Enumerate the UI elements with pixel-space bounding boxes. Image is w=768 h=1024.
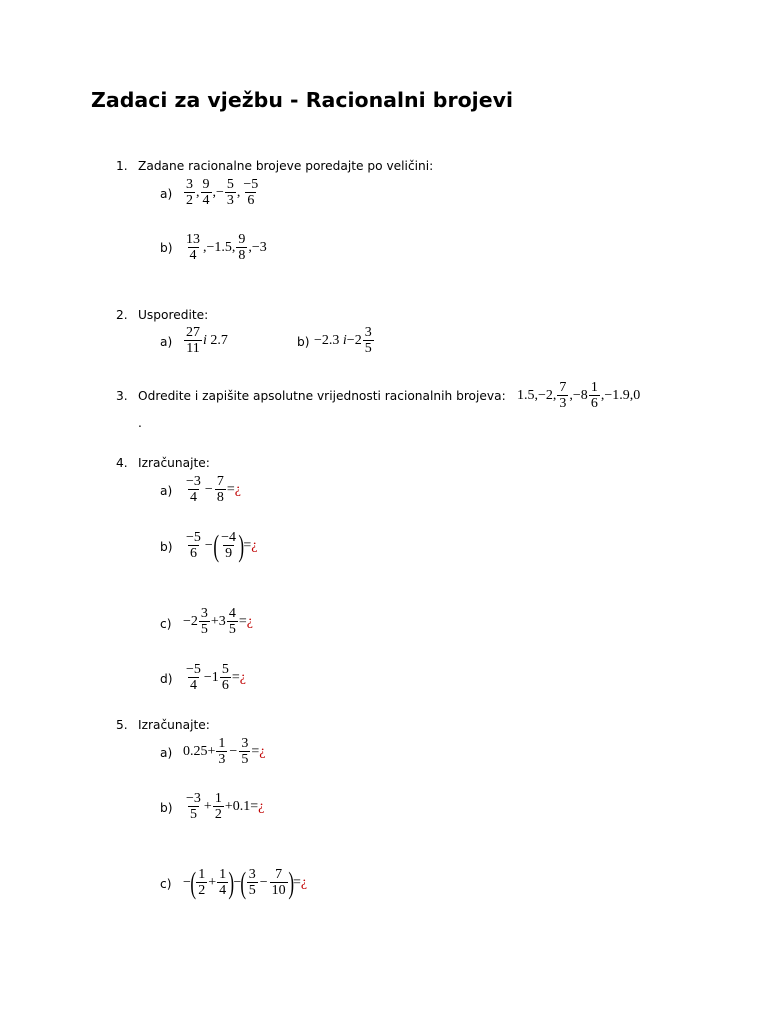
fraction: $\frac{-3}{4}$ xyxy=(186,474,201,505)
task-3-number: 3. xyxy=(116,389,128,403)
fraction: $\frac{9}{8}$ xyxy=(238,232,246,263)
task-1a-expression: $\frac{3}{2}$ , $\frac{9}{4}$ ,− $\frac{5}{3}$ , $\frac{-5}{6}$ xyxy=(186,177,259,208)
fraction: $\frac{1}{2}$ xyxy=(198,867,206,898)
task-5-text: Izračunajte: xyxy=(138,718,210,732)
page-title: Zadaci za vježbu - Racionalni brojevi xyxy=(91,88,513,112)
task-5c-label: c) xyxy=(160,877,172,891)
unknown-mark: ¿ xyxy=(258,798,265,814)
fraction: $\frac{-5}{6}$ xyxy=(186,530,201,561)
unknown-mark: ¿ xyxy=(259,743,266,759)
task-2b-label: b) xyxy=(297,335,310,349)
task-1b-label: b) xyxy=(160,241,173,255)
task-5b-label: b) xyxy=(160,801,173,815)
fraction: $\frac{13}{4}$ xyxy=(186,232,200,263)
task-2-number: 2. xyxy=(116,308,128,322)
task-4c-expression: −2 $\frac{3}{5}$ +3 $\frac{4}{5}$ = ¿ xyxy=(183,606,253,637)
task-3-expression: 1.5,−2, $\frac{7}{3}$ ,−8 $\frac{1}{6}$ ,−1.9,0 xyxy=(517,380,641,411)
task-2a-expression: $\frac{27}{11}$ i 2.7 xyxy=(186,325,228,356)
task-1b-expression: $\frac{13}{4}$ ,−1.5, $\frac{9}{8}$ ,−3 xyxy=(186,232,267,263)
task-2b-expression: −2.3 i −2 $\frac{3}{5}$ xyxy=(314,325,372,356)
unknown-mark: ¿ xyxy=(251,537,258,553)
task-5a-expression: 0.25+ $\frac{1}{3}$ − $\frac{3}{5}$ = ¿ xyxy=(183,736,266,767)
fraction: $\frac{1}{2}$ xyxy=(214,791,222,822)
task-5b-expression: $\frac{-3}{5}$ + $\frac{1}{2}$ +0.1= ¿ xyxy=(186,791,265,822)
fraction: $\frac{3}{2}$ xyxy=(186,177,193,208)
task-5-number: 5. xyxy=(116,718,128,732)
task-2-text: Usporedite: xyxy=(138,308,209,322)
task-2a-label: a) xyxy=(160,335,173,349)
fraction: $\frac{7}{8}$ xyxy=(216,474,224,505)
fraction: $\frac{5}{3}$ xyxy=(226,177,234,208)
fraction: $\frac{27}{11}$ xyxy=(186,325,200,356)
task-4-number: 4. xyxy=(116,456,128,470)
task-1-number: 1. xyxy=(116,159,128,173)
fraction: $\frac{3}{5}$ xyxy=(364,325,372,356)
fraction: $\frac{3}{5}$ xyxy=(200,606,208,637)
task-4b-expression: $\frac{-5}{6}$ − ( $\frac{-4}{9}$ ) = ¿ xyxy=(186,528,258,563)
task-4a-label: a) xyxy=(160,484,173,498)
fraction: $\frac{-5}{6}$ xyxy=(243,177,259,208)
fraction: $\frac{3}{5}$ xyxy=(241,736,249,767)
fraction: $\frac{-4}{9}$ xyxy=(221,530,237,561)
task-4d-expression: $\frac{-5}{4}$ −1 $\frac{5}{6}$ = ¿ xyxy=(186,662,246,693)
unknown-mark: ¿ xyxy=(234,481,241,497)
fraction: $\frac{5}{6}$ xyxy=(221,662,229,693)
fraction: $\frac{1}{6}$ xyxy=(590,380,598,411)
unknown-mark: ¿ xyxy=(239,669,246,685)
task-3-period: . xyxy=(138,416,142,430)
task-4a-expression: $\frac{-3}{4}$ − $\frac{7}{8}$ = ¿ xyxy=(186,474,241,505)
unknown-mark: ¿ xyxy=(300,874,308,890)
fraction: $\frac{1}{4}$ xyxy=(219,867,227,898)
fraction: $\frac{-5}{4}$ xyxy=(186,662,201,693)
fraction: $\frac{3}{5}$ xyxy=(248,867,256,898)
task-5c-expression: − ( $\frac{1}{2}$ + $\frac{1}{4}$ ) − ( $\frac{3}{5}$ − $\frac{7}{10}$ ) = ¿ xyxy=(183,865,308,900)
task-1a-label: a) xyxy=(160,187,173,201)
task-5a-label: a) xyxy=(160,746,173,760)
fraction: $\frac{-3}{5}$ xyxy=(186,791,201,822)
fraction: $\frac{1}{3}$ xyxy=(218,736,226,767)
task-4-text: Izračunajte: xyxy=(138,456,210,470)
task-4b-label: b) xyxy=(160,540,173,554)
unknown-mark: ¿ xyxy=(246,613,253,629)
fraction: $\frac{7}{10}$ xyxy=(271,867,286,898)
task-1-text: Zadane racionalne brojeve poredajte po veličini: xyxy=(138,159,434,173)
fraction: $\frac{4}{5}$ xyxy=(228,606,236,637)
task-3-text: Odredite i zapišite apsolutne vrijednosti racionalnih brojeva: xyxy=(138,389,506,403)
fraction: $\frac{7}{3}$ xyxy=(559,380,567,411)
task-4c-label: c) xyxy=(160,617,172,631)
fraction: $\frac{9}{4}$ xyxy=(202,177,210,208)
task-4d-label: d) xyxy=(160,672,173,686)
